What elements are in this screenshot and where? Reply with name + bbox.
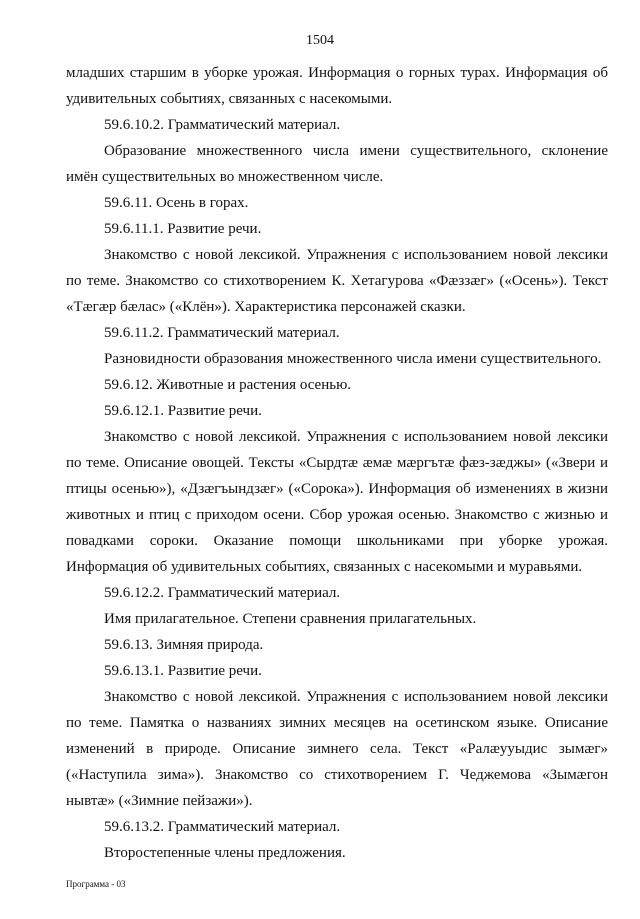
- paragraph: Имя прилагательное. Степени сравнения прилагательных.: [104, 611, 477, 627]
- paragraph: Знакомство с новой лексикой. Упражнения с использованием новой лексики по теме. Описание овощей. Тексты «Сырдтæ æмæ мæргътæ фæз-зæджы» («Звери и птицы осенью»), «Дзæгъындзæг» («Сорока»). Информация об изменениях в жизни животных и птиц с приходом осени. Сбор урожая осенью. Знакомство с жизнью и повадками сороки. Оказание помощи школьниками при уборке урожая. Информация об удивительных событиях, связанных с насекомыми и муравьями.: [66, 429, 608, 575]
- section-heading: 59.6.13.2. Грамматический материал.: [104, 819, 341, 835]
- section-heading: 59.6.12.1. Развитие речи.: [104, 403, 262, 419]
- section-heading: 59.6.13. Зимняя природа.: [104, 637, 264, 653]
- footer-label: Программа - 03: [66, 879, 126, 889]
- section-heading: 59.6.11.1. Развитие речи.: [104, 221, 262, 237]
- page-number: 1504: [306, 33, 334, 48]
- document-body: [66, 60, 608, 866]
- section-heading: 59.6.10.2. Грамматический материал.: [104, 117, 341, 133]
- paragraph: Знакомство с новой лексикой. Упражнения с использованием новой лексики по теме. Памятка о названиях зимних месяцев на осетинском языке. Описание изменений в природе. Описание зимнего села. Текст «Ралæууыдис зымæг» («Наступила зима»). Знакомство со стихотворением Г. Чеджемова «Зымæгон нывтæ» («Зимние пейзажи»).: [66, 689, 608, 809]
- paragraph: Образование множественного числа имени существительного, склонение имён существительных во множественном числе.: [66, 143, 608, 185]
- section-heading: 59.6.12.2. Грамматический материал.: [104, 585, 341, 601]
- section-heading: 59.6.13.1. Развитие речи.: [104, 663, 262, 679]
- paragraph-continuation: младших старшим в уборке урожая. Информация о горных турах. Информация об удивительных событиях, связанных с насекомыми.: [66, 65, 608, 107]
- paragraph: Разновидности образования множественного числа имени существительного.: [104, 351, 602, 367]
- section-heading: 59.6.11.2. Грамматический материал.: [104, 325, 340, 341]
- section-heading: 59.6.12. Животные и растения осенью.: [104, 377, 352, 393]
- section-heading: 59.6.11. Осень в горах.: [104, 195, 249, 211]
- paragraph: Знакомство с новой лексикой. Упражнения с использованием новой лексики по теме. Знакомство со стихотворением К. Хетагурова «Фæззæг» («Осень»). Текст «Тæгæр бæлас» («Клён»). Характеристика персонажей сказки.: [66, 247, 608, 315]
- paragraph: Второстепенные члены предложения.: [104, 845, 346, 861]
